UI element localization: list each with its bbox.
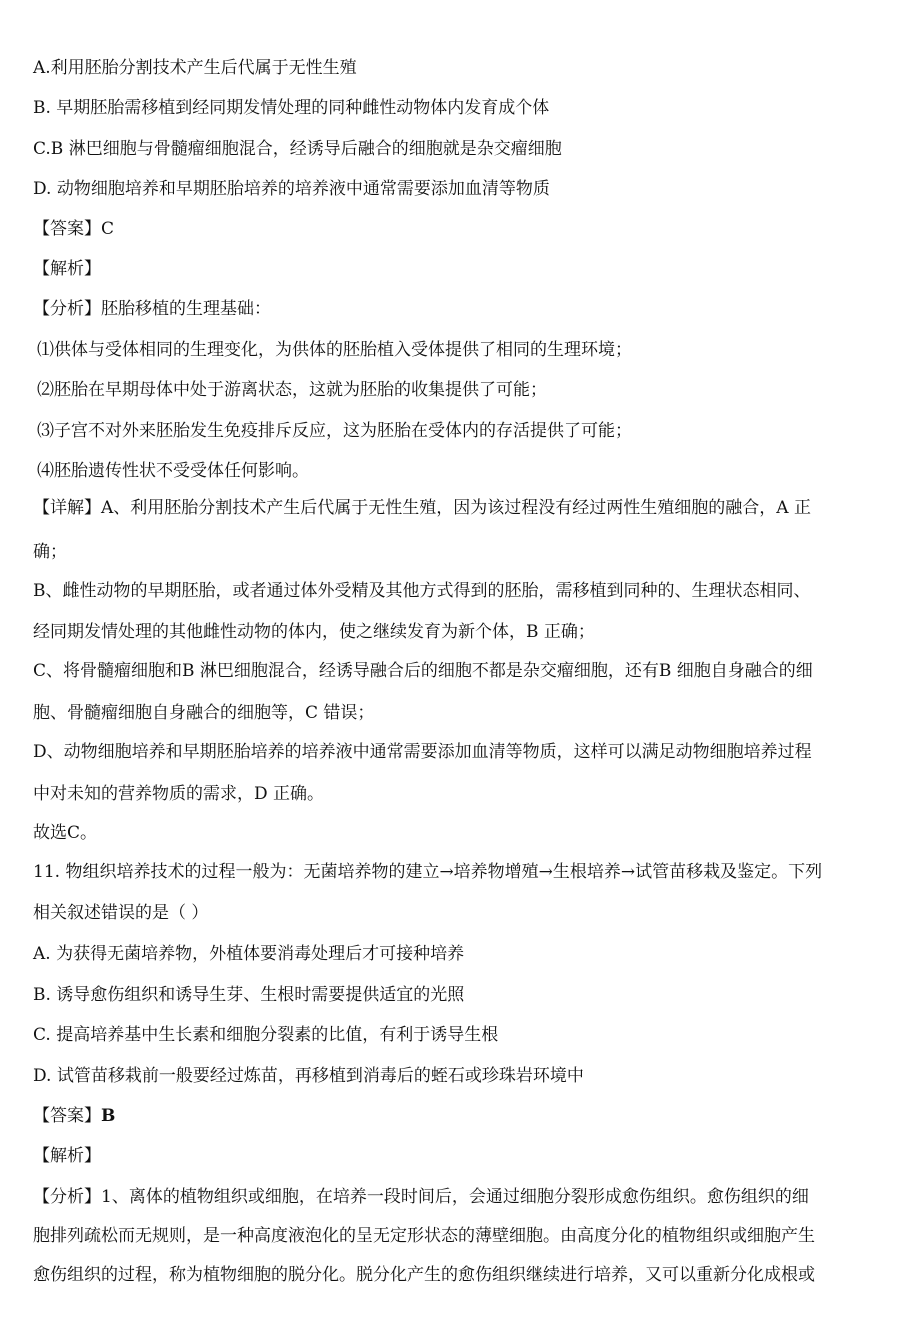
q11-stem-line2: 相关叙述错误的是（ ） <box>33 903 209 923</box>
q11-answer <box>33 1105 115 1127</box>
q11-analysis-line2: 胞排列疏松而无规则，是一种高度液泡化的呈无定形状态的薄壁细胞。由高度分化的植物组织或细胞产生 <box>33 1226 815 1246</box>
q11-option-c: C. 提高培养基中生长素和细胞分裂素的比值，有利于诱导生根 <box>33 1025 499 1045</box>
q10-option-c: C.B 淋巴细胞与骨髓瘤细胞混合，经诱导后融合的细胞就是杂交瘤细胞 <box>33 139 562 159</box>
q11-option-b: B. 诱导愈伤组织和诱导生芽、生根时需要提供适宜的光照 <box>33 985 465 1005</box>
q11-stem-line1: 11. 物组织培养技术的过程一般为：无菌培养物的建立→培养物增殖→生根培养→试管苗移栽及鉴定。下列 <box>33 862 823 882</box>
q10-analysis-heading: 【解析】 <box>33 259 101 279</box>
q10-detail-d-line2: 中对未知的营养物质的需求，D 正确。 <box>33 784 325 804</box>
q10-detail-c-line2: 胞、骨髓瘤细胞自身融合的细胞等，C 错误； <box>33 703 375 723</box>
q11-answer-value: B <box>101 1106 116 1126</box>
q10-detail-b-line1: B、雌性动物的早期胚胎，或者通过体外受精及其他方式得到的胚胎，需移植到同种的、生理状态相同、 <box>33 581 811 601</box>
q10-detail-c-line1: C、将骨髓瘤细胞和B 淋巴细胞混合，经诱导融合后的细胞不都是杂交瘤细胞，还有B 细胞自身融合的细 <box>33 661 813 681</box>
q11-analysis-line1: 【分析】1、离体的植物组织或细胞，在培养一段时间后，会通过细胞分裂形成愈伤组织。愈伤组织的细 <box>33 1187 809 1207</box>
q10-detail-a-line1: 【详解】A、利用胚胎分割技术产生后代属于无性生殖，因为该过程没有经过两性生殖细胞的融合，A 正 <box>33 498 811 518</box>
q10-point-3: ⑶子宫不对外来胚胎发生免疫排斥反应，这为胚胎在受体内的存活提供了可能； <box>37 421 632 441</box>
q11-option-d: D. 试管苗移栽前一般要经过炼苗，再移植到消毒后的蛭石或珍珠岩环境中 <box>33 1066 584 1086</box>
q10-answer: 【答案】C <box>33 219 115 239</box>
q10-option-b: B. 早期胚胎需移植到经同期发情处理的同种雌性动物体内发育成个体 <box>33 98 550 118</box>
q11-option-a: A. 为获得无菌培养物，外植体要消毒处理后才可接种培养 <box>33 944 465 964</box>
q10-conclusion: 故选C。 <box>33 823 98 843</box>
q10-option-a: A.利用胚胎分割技术产生后代属于无性生殖 <box>33 58 357 78</box>
q11-analysis-heading: 【解析】 <box>33 1146 101 1166</box>
q10-option-d: D. 动物细胞培养和早期胚胎培养的培养液中通常需要添加血清等物质 <box>33 179 550 199</box>
q10-detail-b-line2: 经同期发情处理的其他雌性动物的体内，使之继续发育为新个体，B 正确； <box>33 622 595 642</box>
q11-analysis-line3: 愈伤组织的过程，称为植物细胞的脱分化。脱分化产生的愈伤组织继续进行培养，又可以重新分化成根或 <box>33 1265 815 1285</box>
q11-answer-label: 【答案】 <box>33 1106 101 1126</box>
q10-point-2: ⑵胚胎在早期母体中处于游离状态，这就为胚胎的收集提供了可能； <box>37 380 547 400</box>
q10-analysis-intro: 【分析】胚胎移植的生理基础： <box>33 299 271 319</box>
q10-point-4: ⑷胚胎遗传性状不受受体任何影响。 <box>37 461 309 481</box>
q10-point-1: ⑴供体与受体相同的生理变化，为供体的胚胎植入受体提供了相同的生理环境； <box>37 340 632 360</box>
q10-detail-d-line1: D、动物细胞培养和早期胚胎培养的培养液中通常需要添加血清等物质，这样可以满足动物细胞培养过程 <box>33 742 812 762</box>
q10-detail-a-line2: 确； <box>33 542 67 562</box>
